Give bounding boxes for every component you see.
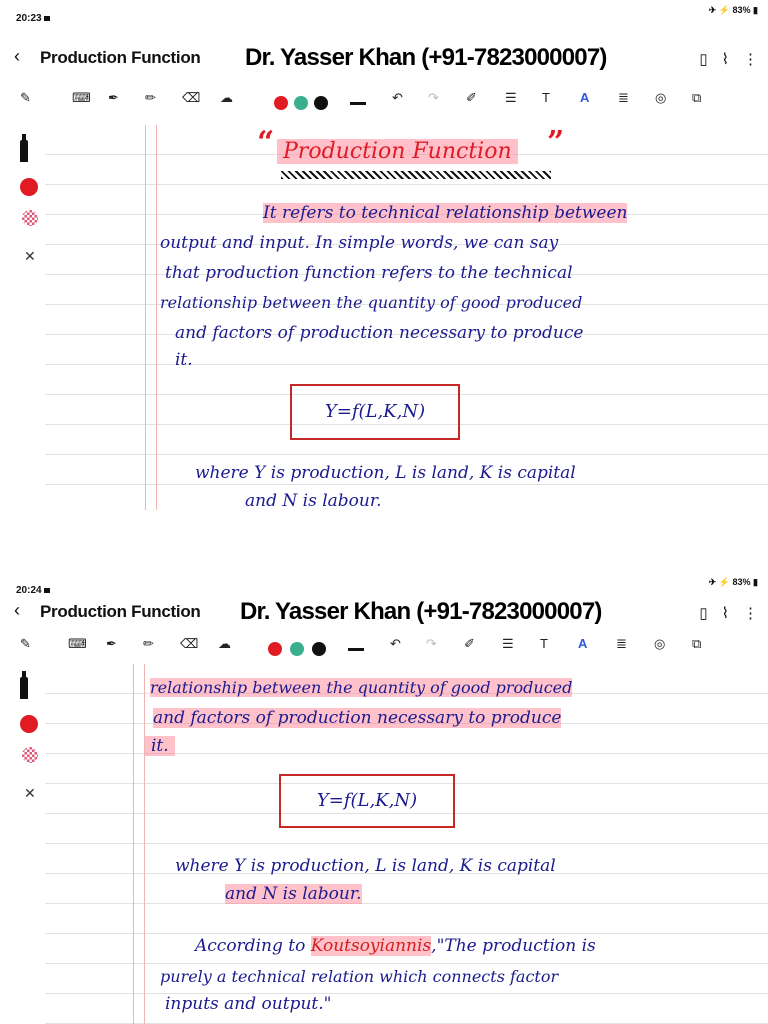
top-actions: [685, 50, 758, 68]
lasso-select-icon[interactable]: ☁: [218, 636, 231, 651]
pattern-swatch[interactable]: [22, 210, 38, 226]
insert-text-icon[interactable]: ≣: [616, 636, 627, 651]
battery-level: 83%: [732, 5, 751, 15]
close-icon[interactable]: ✕: [24, 248, 36, 264]
lasso-pen-icon[interactable]: ✎: [20, 636, 31, 651]
drawing-toolbar: [0, 88, 768, 118]
quote-line-1: [195, 936, 596, 956]
text-size-icon[interactable]: T: [540, 636, 548, 651]
top-actions: [685, 604, 758, 622]
formula-box: Y=f(L,K,N): [290, 384, 460, 440]
battery-level: 83%: [732, 577, 751, 587]
margin-line: [145, 125, 157, 510]
shapes-icon[interactable]: ◎: [655, 90, 667, 105]
close-icon[interactable]: ✕: [24, 785, 36, 801]
paragraph-line-6: it.: [175, 350, 193, 370]
book-icon[interactable]: ▯: [699, 605, 708, 622]
side-pen-palette: [10, 130, 50, 290]
where-line-1: where Y is production, L is land, K is capital: [195, 463, 576, 483]
pen-icon[interactable]: [20, 677, 28, 699]
back-chevron-icon[interactable]: ‹: [14, 600, 20, 620]
eraser-icon[interactable]: ⌫: [182, 90, 201, 105]
more-vertical-icon[interactable]: ⋮: [743, 605, 758, 622]
author-watermark: Dr. Yasser Khan (+91-7823000007): [240, 598, 602, 625]
system-icons: ✈ ⚡ 83% ▮: [708, 5, 758, 15]
status-bar: [0, 0, 768, 30]
paragraph-line-4: relationship between the quantity of good produced: [160, 293, 583, 312]
paperclip-icon[interactable]: ⌇: [721, 51, 729, 68]
margin-line: [133, 664, 145, 1024]
highlighter-tool-icon[interactable]: ✏: [145, 90, 156, 105]
pen-tool-icon[interactable]: ✒: [106, 636, 117, 651]
book-icon[interactable]: ▯: [699, 51, 708, 68]
heading-underline: [281, 171, 551, 179]
status-time: 20:23: [16, 13, 50, 24]
note-canvas[interactable]: [45, 125, 768, 510]
red-ink-swatch[interactable]: [20, 715, 38, 733]
screenshot-panel-1: [0, 0, 768, 510]
where-line-1: where Y is production, L is land, K is capital: [175, 856, 556, 876]
side-pen-palette: [10, 667, 50, 827]
redo-icon[interactable]: ↷: [428, 90, 439, 105]
status-time: 20:24: [16, 585, 50, 596]
lasso-select-icon[interactable]: ☁: [220, 90, 233, 105]
shape-pen-icon[interactable]: ✐: [466, 90, 477, 105]
eraser-icon[interactable]: ⌫: [180, 636, 199, 651]
paragraph-line-3: it.: [145, 736, 175, 756]
paragraph-line-1: relationship between the quantity of good produced: [150, 678, 573, 697]
pattern-swatch[interactable]: [22, 747, 38, 763]
highlighter-tool-icon[interactable]: ✏: [143, 636, 154, 651]
red-color-swatch[interactable]: [274, 96, 288, 110]
more-vertical-icon[interactable]: ⋮: [743, 51, 758, 68]
black-color-swatch[interactable]: [312, 642, 326, 656]
paragraph-line-2: output and input. In simple words, we can say: [160, 233, 559, 253]
system-icons: ✈ ⚡ 83% ▮: [708, 577, 758, 587]
shape-pen-icon[interactable]: ✐: [464, 636, 475, 651]
undo-icon[interactable]: ↶: [392, 90, 403, 105]
formula-box: Y=f(L,K,N): [279, 774, 455, 828]
export-icon[interactable]: ⧉: [692, 636, 702, 651]
back-chevron-icon[interactable]: ‹: [14, 46, 20, 66]
teal-color-swatch[interactable]: [294, 96, 308, 110]
teal-color-swatch[interactable]: [290, 642, 304, 656]
note-title: Production Function: [40, 48, 201, 67]
heading-close-quote: ”: [547, 125, 565, 160]
stroke-width-icon[interactable]: [350, 102, 366, 105]
text-size-icon[interactable]: T: [542, 90, 550, 105]
keyboard-icon[interactable]: ⌨: [72, 90, 91, 105]
title-bar: [0, 40, 768, 80]
ai-text-icon[interactable]: A: [580, 90, 590, 105]
pen-icon[interactable]: [20, 140, 28, 162]
stroke-width-icon[interactable]: [348, 648, 364, 651]
redo-icon[interactable]: ↷: [426, 636, 437, 651]
screenshot-panel-2: [0, 572, 768, 1024]
heading-open-quote: “: [257, 125, 275, 160]
lasso-pen-icon[interactable]: ✎: [20, 90, 31, 105]
quote-line-1-rest: ,"The production is: [431, 936, 596, 956]
red-color-swatch[interactable]: [268, 642, 282, 656]
paperclip-icon[interactable]: ⌇: [721, 605, 729, 622]
drawing-toolbar: [0, 634, 768, 664]
undo-icon[interactable]: ↶: [390, 636, 401, 651]
heading-production-function: Production Function: [277, 139, 518, 164]
where-line-2: and N is labour.: [225, 884, 362, 904]
title-bar: [0, 594, 768, 634]
black-color-swatch[interactable]: [314, 96, 328, 110]
paragraph-line-2: and factors of production necessary to produce: [153, 708, 562, 728]
author-name-koutsoyiannis: Koutsoyiannis: [310, 936, 432, 956]
keyboard-icon[interactable]: ⌨: [68, 636, 87, 651]
paragraph-line-5: and factors of production necessary to produce: [175, 323, 584, 343]
note-title: Production Function: [40, 602, 201, 621]
pen-tool-icon[interactable]: ✒: [108, 90, 119, 105]
red-ink-swatch[interactable]: [20, 178, 38, 196]
quote-prefix: According to: [195, 936, 306, 956]
insert-text-icon[interactable]: ≣: [618, 90, 629, 105]
note-canvas[interactable]: [45, 664, 768, 1024]
text-align-icon[interactable]: ☰: [505, 90, 517, 105]
author-watermark: Dr. Yasser Khan (+91-7823000007): [245, 44, 607, 71]
quote-line-3: inputs and output.": [165, 994, 332, 1014]
paragraph-line-1: It refers to technical relationship between: [263, 203, 628, 223]
export-icon[interactable]: ⧉: [692, 90, 702, 105]
shapes-icon[interactable]: ◎: [654, 636, 666, 651]
ai-text-icon[interactable]: A: [578, 636, 588, 651]
panel-separator: [0, 510, 768, 572]
where-line-2: and N is labour.: [245, 491, 382, 510]
paragraph-line-3: that production function refers to the technical: [165, 263, 573, 283]
quote-line-2: purely a technical relation which connects factor: [160, 967, 559, 986]
text-align-icon[interactable]: ☰: [502, 636, 514, 651]
